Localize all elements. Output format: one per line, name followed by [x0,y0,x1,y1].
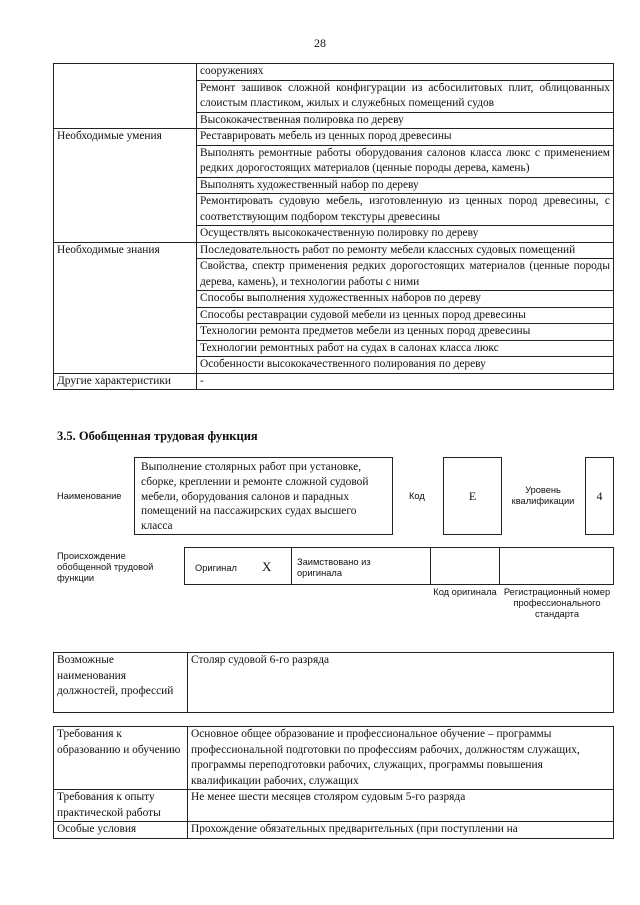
table-cell: Свойства, спектр применения редких дорогостоящих материалов (ценные породы дерева, камень), и технологии работы с ними [197,259,614,291]
education-label: Требования к образованию и обучению [54,727,188,790]
special-conditions-value: Прохождение обязательных предварительных (при поступлении на [188,822,614,839]
code-label: Код [409,491,425,501]
experience-value: Не менее шести месяцев столяром судовым 5-го разряда [188,790,614,822]
table-cell: Выполнять художественный набор по дереву [197,177,614,194]
origin-label: Происхождение обобщенной трудовой функции [57,551,154,583]
table-cell: Ремонт зашивок сложной конфигурации из асбосилитовых плит, облицованных слоистым пластиком, жилых и служебных помещений судов [197,80,614,112]
level-label: Уровень квалификации [511,485,575,506]
row-label [54,64,197,129]
code-original-caption: Код оригинала [433,587,497,597]
special-conditions-label: Особые условия [54,822,188,839]
original-label: Оригинал [195,563,237,573]
table-cell: Выполнять ремонтные работы оборудования салонов класса люкс с применением редких дорогостоящих материалов (ценные породы дерева, камень) [197,145,614,177]
code-box: E [443,457,502,535]
table-cell: сооружениях [197,64,614,81]
divider [291,548,292,584]
table-cell: Реставрировать мебель из ценных пород древесины [197,129,614,146]
table-cell: Ремонтировать судовую мебель, изготовленную из ценных пород древесины, с соответствующим подбором текстуры древесины [197,194,614,226]
table-cell: Высококачественная полировка по дереву [197,112,614,129]
experience-label: Требования к опыту практической работы [54,790,188,822]
divider [430,548,431,584]
function-name-box: Выполнение столярных работ при установке, сборке, креплении и ремонте сложной судовой мебели, оборудования салонов и парадных помещений на пассажирских судах высшего класса [134,457,393,535]
table-cell: Технологии ремонтных работ на судах в салонах класса люкс [197,340,614,357]
table-cell: Технологии ремонта предметов мебели из ценных пород древесины [197,324,614,341]
positions-label: Возможные наименования должностей, профессий [54,653,188,713]
original-mark: X [262,559,272,574]
table-cell: Последовательность работ по ремонту мебели классных судовых помещений [197,242,614,259]
row-label-knowledge: Необходимые знания [54,242,197,373]
table-cell: Способы реставрации судовой мебели из ценных пород древесины [197,307,614,324]
name-label: Наименование [57,491,122,501]
requirements-table [53,726,614,839]
row-label-skills: Необходимые умения [54,129,197,243]
positions-table [53,652,614,713]
page-number: 28 [314,36,326,50]
skills-knowledge-table [53,63,614,390]
origin-box [184,547,614,585]
positions-value: Столяр судовой 6-го разряда [188,653,614,713]
table-cell: Осуществлять высококачественную полировку по дереву [197,226,614,243]
section-heading: 3.5. Обобщенная трудовая функция [57,429,258,443]
table-cell: - [197,373,614,390]
reg-number-caption: Регистрационный номер профессионального стандарта [503,587,611,619]
row-label-other: Другие характеристики [54,373,197,390]
level-box: 4 [585,457,614,535]
borrowed-label: Заимствовано из оригинала [297,557,371,578]
divider [499,548,500,584]
table-cell: Особенности высококачественного полирования по дереву [197,357,614,374]
table-cell: Способы выполнения художественных наборов по дереву [197,291,614,308]
education-value: Основное общее образование и профессиональное обучение – программы профессиональной подготовки по профессиям рабочих, должностям служащих, программы переподготовки рабочих, служащих, программы повышения квалификации рабочих, служащих [188,727,614,790]
